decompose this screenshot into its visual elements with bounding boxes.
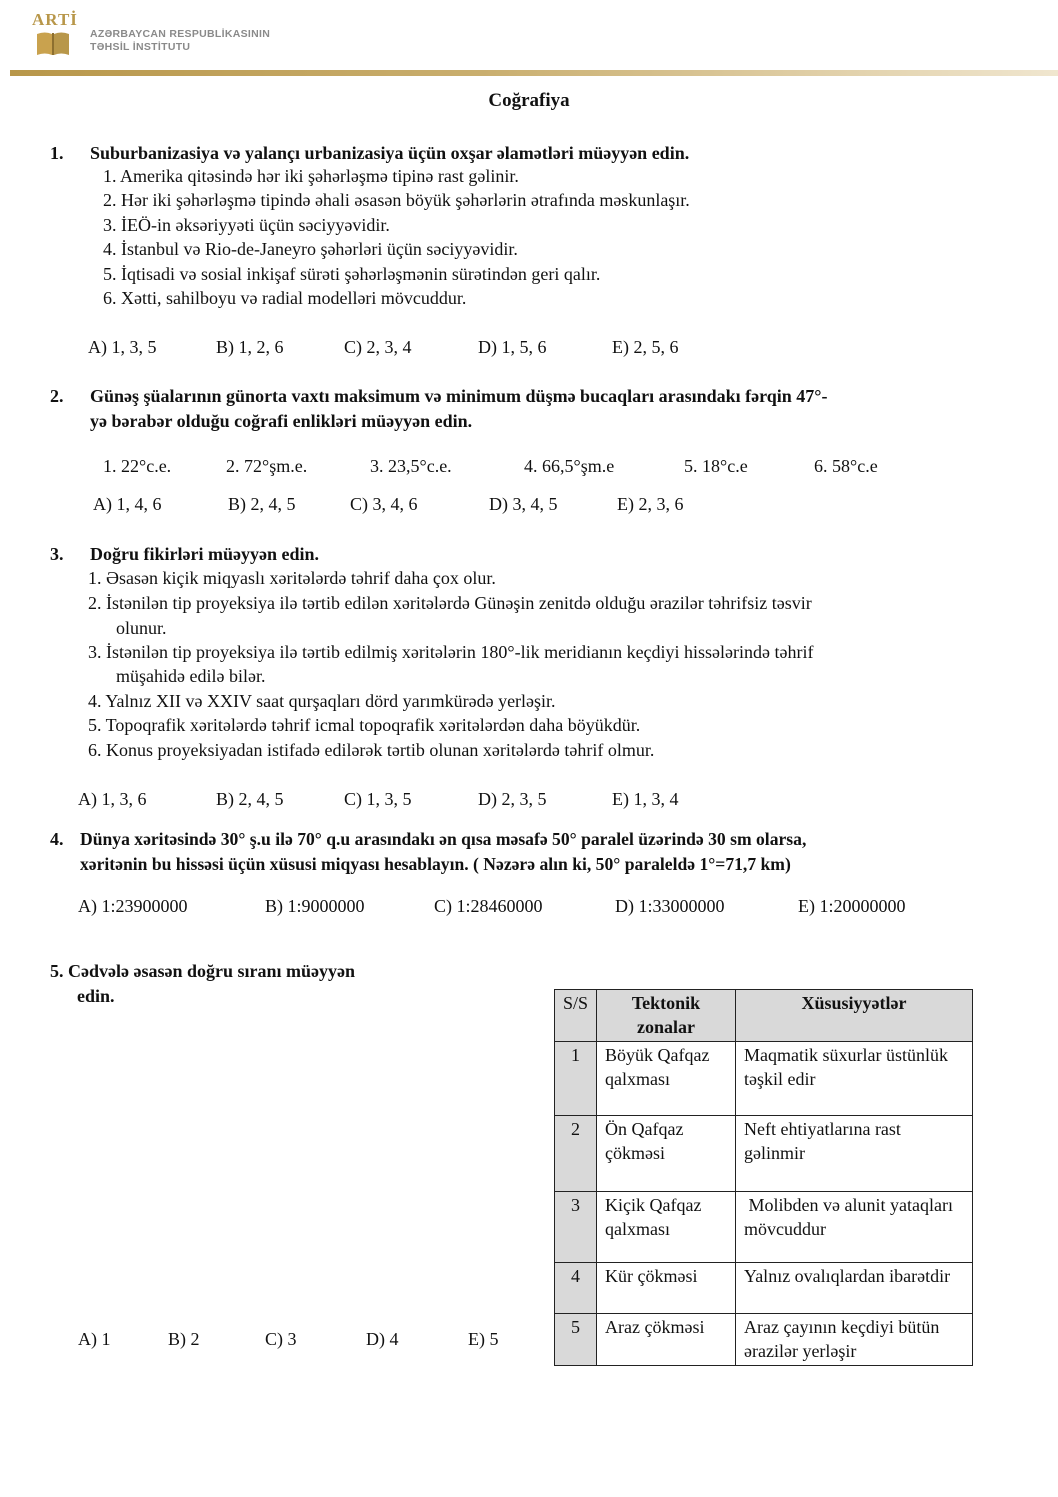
row-number: 4 bbox=[555, 1263, 597, 1314]
row-number: 2 bbox=[555, 1116, 597, 1192]
row-zone: Araz çökməsi bbox=[597, 1314, 736, 1366]
table-row bbox=[555, 1116, 973, 1192]
q3-option-a[interactable]: A) 1, 3, 6 bbox=[78, 789, 147, 809]
row-feature: Yalnız ovalıqlardan ibarətdir bbox=[736, 1263, 973, 1314]
q3-option-d[interactable]: D) 2, 3, 5 bbox=[478, 789, 547, 809]
q2-item: 2. 72°şm.e. bbox=[226, 456, 308, 476]
q4-option-b[interactable]: B) 1:9000000 bbox=[265, 896, 365, 916]
q5-text-line-2: edin. bbox=[77, 986, 115, 1006]
q3-number: 3. bbox=[50, 544, 64, 564]
q3-item: 2. İstənilən tip proyeksiya ilə tərtib edilən xəritələrdə Günəşin zenitdə olduğu ərazilər təhrifsiz təsvir bbox=[88, 593, 812, 613]
q2-option-b[interactable]: B) 2, 4, 5 bbox=[228, 494, 296, 514]
q4-text-line-1: Dünya xəritəsində 30° ş.u ilə 70° q.u arasındakı ən qısa məsafə 50° paralel üzərində 30 sm olarsa, bbox=[80, 829, 807, 849]
q4-option-d[interactable]: D) 1:33000000 bbox=[615, 896, 725, 916]
q5-text-line-1: 5. Cədvələ əsasən doğru sıranı müəyyən bbox=[50, 961, 355, 981]
row-number: 5 bbox=[555, 1314, 597, 1366]
q1-option-e[interactable]: E) 2, 5, 6 bbox=[612, 337, 679, 357]
header-cell-feature: Xüsusiyyətlər bbox=[736, 990, 973, 1042]
q3-text: Doğru fikirləri müəyyən edin. bbox=[90, 544, 319, 564]
table-row bbox=[555, 1192, 973, 1263]
q5-option-e[interactable]: E) 5 bbox=[468, 1329, 499, 1349]
row-number: 1 bbox=[555, 1042, 597, 1116]
q3-item: 3. İstənilən tip proyeksiya ilə tərtib edilmiş xəritələrin 180°-lik meridianın keçdiyi hissələrində təhrif bbox=[88, 642, 814, 662]
header-cell-zone: Tektonik zonalar bbox=[597, 990, 736, 1042]
q2-item: 6. 58°c.e bbox=[814, 456, 878, 476]
q5-option-b[interactable]: B) 2 bbox=[168, 1329, 200, 1349]
tectonic-zones-table bbox=[554, 989, 973, 1366]
q4-option-e[interactable]: E) 1:20000000 bbox=[798, 896, 906, 916]
q2-item: 3. 23,5°c.e. bbox=[370, 456, 452, 476]
q2-item: 1. 22°c.e. bbox=[103, 456, 172, 476]
row-zone: Böyük Qafqaz qalxması bbox=[597, 1042, 736, 1116]
q2-option-e[interactable]: E) 2, 3, 6 bbox=[617, 494, 684, 514]
row-feature: Neft ehtiyatlarına rast gəlinmir bbox=[736, 1116, 973, 1192]
q1-item: 4. İstanbul və Rio-de-Janeyro şəhərləri üçün səciyyəvidir. bbox=[103, 239, 518, 259]
q3-item: 1. Əsasən kiçik miqyaslı xəritələrdə təhrif daha çox olur. bbox=[88, 568, 496, 588]
row-feature: Maqmatik süxurlar üstünlük təşkil edir bbox=[736, 1042, 973, 1116]
q4-number: 4. bbox=[50, 829, 64, 849]
q3-option-c[interactable]: C) 1, 3, 5 bbox=[344, 789, 412, 809]
table-header-row bbox=[555, 990, 973, 1042]
q3-item: 6. Konus proyeksiyadan istifadə edilərək tərtib olunan xəritələrdə təhrif olmur. bbox=[88, 740, 655, 760]
row-zone: Kür çökməsi bbox=[597, 1263, 736, 1314]
q3-item-continuation: müşahidə edilə bilər. bbox=[116, 666, 266, 686]
q2-number: 2. bbox=[50, 386, 64, 406]
page-title: Coğrafiya bbox=[488, 90, 570, 111]
row-zone: Kiçik Qafqaz qalxması bbox=[597, 1192, 736, 1263]
q1-item: 2. Hər iki şəhərləşmə tipində əhali əsasən böyük şəhərlərin ətrafında məskunlaşır. bbox=[103, 190, 690, 210]
header-divider bbox=[10, 70, 1058, 76]
q2-text-line-2: yə bərabər olduğu coğrafi enlikləri müəyyən edin. bbox=[90, 411, 473, 431]
q3-option-e[interactable]: E) 1, 3, 4 bbox=[612, 789, 679, 809]
q1-number: 1. bbox=[50, 143, 64, 163]
q1-text: Suburbanizasiya və yalançı urbanizasiya üçün oxşar əlamətləri müəyyən edin. bbox=[90, 143, 690, 163]
table-row bbox=[555, 1314, 973, 1366]
q1-item: 3. İEÖ-in əksəriyyəti üçün səciyyəvidir. bbox=[103, 215, 390, 235]
row-feature: Araz çayının keçdiyi bütün ərazilər yerləşir bbox=[736, 1314, 973, 1366]
q3-option-b[interactable]: B) 2, 4, 5 bbox=[216, 789, 284, 809]
q4-option-a[interactable]: A) 1:23900000 bbox=[78, 896, 188, 916]
row-number: 3 bbox=[555, 1192, 597, 1263]
book-logo-icon bbox=[36, 30, 70, 56]
logo-text: ARTİ bbox=[32, 10, 78, 29]
q1-option-d[interactable]: D) 1, 5, 6 bbox=[478, 337, 547, 357]
q1-option-b[interactable]: B) 1, 2, 6 bbox=[216, 337, 284, 357]
row-feature: Molibden və alunit yataqları mövcuddur bbox=[736, 1192, 973, 1263]
q2-item: 4. 66,5°şm.e bbox=[524, 456, 615, 476]
q1-item: 1. Amerika qitəsində hər iki şəhərləşmə tipinə rast gəlinir. bbox=[103, 166, 519, 186]
institute-line-2: TƏHSİL İNSTİTUTU bbox=[90, 41, 191, 53]
table-row bbox=[555, 1263, 973, 1314]
q1-item: 5. İqtisadi və sosial inkişaf sürəti şəhərləşmənin sürətindən geri qalır. bbox=[103, 264, 601, 284]
q3-item-continuation: olunur. bbox=[116, 618, 167, 638]
q5-option-d[interactable]: D) 4 bbox=[366, 1329, 399, 1349]
q3-item: 5. Topoqrafik xəritələrdə təhrif icmal topoqrafik xəritələrdən daha böyükdür. bbox=[88, 715, 641, 735]
q1-item: 6. Xətti, sahilboyu və radial modelləri mövcuddur. bbox=[103, 288, 467, 308]
q1-option-a[interactable]: A) 1, 3, 5 bbox=[88, 337, 157, 357]
q5-option-c[interactable]: C) 3 bbox=[265, 1329, 297, 1349]
q2-option-c[interactable]: C) 3, 4, 6 bbox=[350, 494, 418, 514]
q4-text-line-2: xəritənin bu hissəsi üçün xüsusi miqyası hesablayın. ( Nəzərə alın ki, 50° paraleldə 1°=71,7 km) bbox=[80, 854, 791, 874]
q2-option-d[interactable]: D) 3, 4, 5 bbox=[489, 494, 558, 514]
table-row bbox=[555, 1042, 973, 1116]
row-zone: Ön Qafqaz çökməsi bbox=[597, 1116, 736, 1192]
q1-option-c[interactable]: C) 2, 3, 4 bbox=[344, 337, 412, 357]
q3-item: 4. Yalnız XII və XXIV saat qurşaqları dörd yarımkürədə yerləşir. bbox=[88, 691, 556, 711]
q2-option-a[interactable]: A) 1, 4, 6 bbox=[93, 494, 162, 514]
q5-option-a[interactable]: A) 1 bbox=[78, 1329, 111, 1349]
q2-item: 5. 18°c.e bbox=[684, 456, 748, 476]
q2-text-line-1: Günəş şüalarının günorta vaxtı maksimum və minimum düşmə bucaqları arasındakı fərqin 47°- bbox=[90, 386, 828, 406]
header-cell-number: S/S bbox=[555, 990, 597, 1042]
q4-option-c[interactable]: C) 1:28460000 bbox=[434, 896, 543, 916]
institute-line-1: AZƏRBAYCAN RESPUBLİKASININ bbox=[90, 28, 271, 40]
